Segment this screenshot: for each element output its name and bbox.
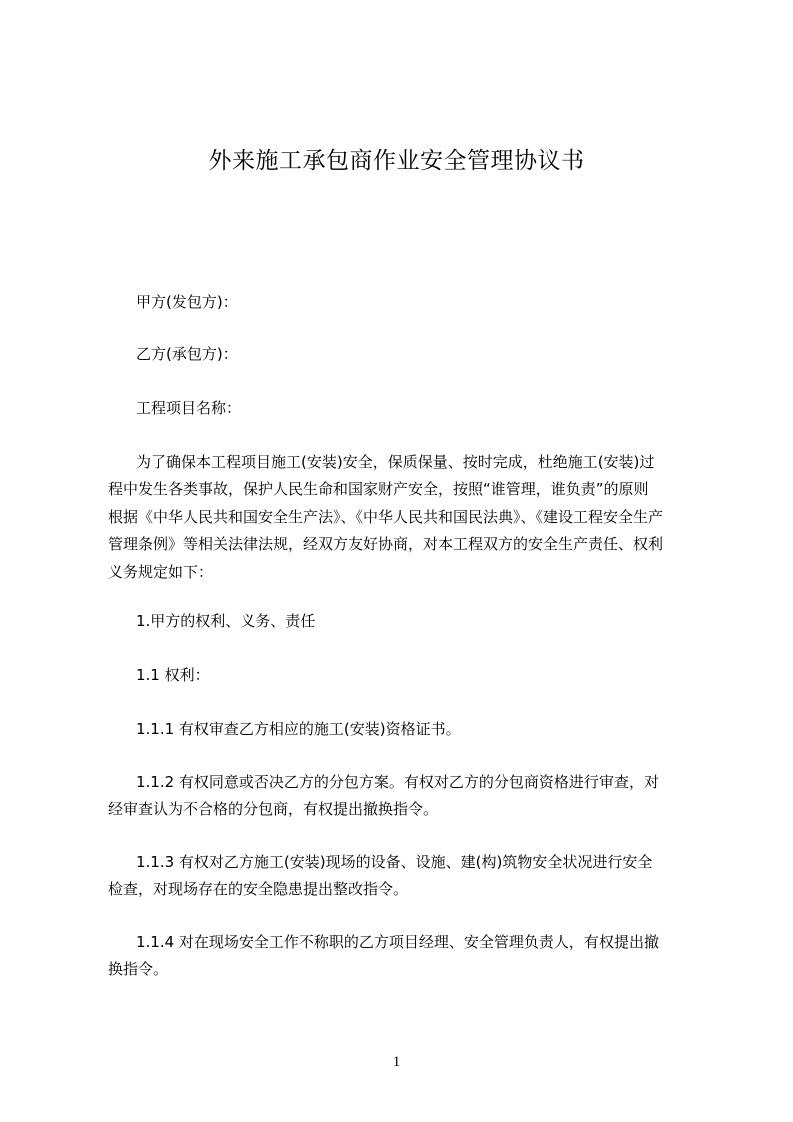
item-1-1-4-line-1: 1.1.4 对在现场安全工作不称职的乙方项目经理、安全管理负责人，有权提出撤 bbox=[136, 933, 659, 951]
intro-line-3: 根据《中华人民共和国安全生产法》、《中华人民共和国民法典》、《建设工程安全生产 bbox=[108, 508, 664, 526]
page-number: 1 bbox=[392, 1054, 401, 1070]
party-a-label: 甲方(发包方)： bbox=[136, 293, 238, 311]
section-1-heading: 1.甲方的权利、义务、责任 bbox=[136, 612, 316, 630]
item-1-1-2-line-2: 经审查认为不合格的分包商，有权提出撤换指令。 bbox=[108, 800, 439, 818]
intro-line-5: 义务规定如下： bbox=[108, 563, 214, 581]
project-name-label: 工程项目名称： bbox=[136, 399, 242, 417]
item-1-1-4-line-2: 换指令。 bbox=[108, 960, 169, 978]
item-1-1-2-line-1: 1.1.2 有权同意或否决乙方的分包方案。有权对乙方的分包商资格进行审查，对 bbox=[136, 773, 659, 791]
item-1-1-3-line-1: 1.1.3 有权对乙方施工(安装)现场的设备、设施、建(构)筑物安全状况进行安全 bbox=[136, 853, 653, 871]
party-b-label: 乙方(承包方)： bbox=[136, 345, 238, 363]
intro-line-2: 程中发生各类事故，保护人民生命和国家财产安全，按照“谁管理，谁负责”的原则 bbox=[108, 480, 649, 498]
item-1-1-3-line-2: 检查，对现场存在的安全隐患提出整改指令。 bbox=[108, 880, 409, 898]
intro-line-1: 为了确保本工程项目施工(安装)安全，保质保量、按时完成，杜绝施工(安装)过 bbox=[136, 453, 655, 471]
document-title: 外来施工承包商作业安全管理协议书 bbox=[208, 148, 585, 174]
intro-line-4: 管理条例》等相关法律法规，经双方友好协商，对本工程双方的安全生产责任、权利 bbox=[108, 535, 664, 553]
section-1-1-heading: 1.1 权利： bbox=[136, 666, 210, 684]
item-1-1-1: 1.1.1 有权审查乙方相应的施工(安装)资格证书。 bbox=[136, 720, 461, 738]
